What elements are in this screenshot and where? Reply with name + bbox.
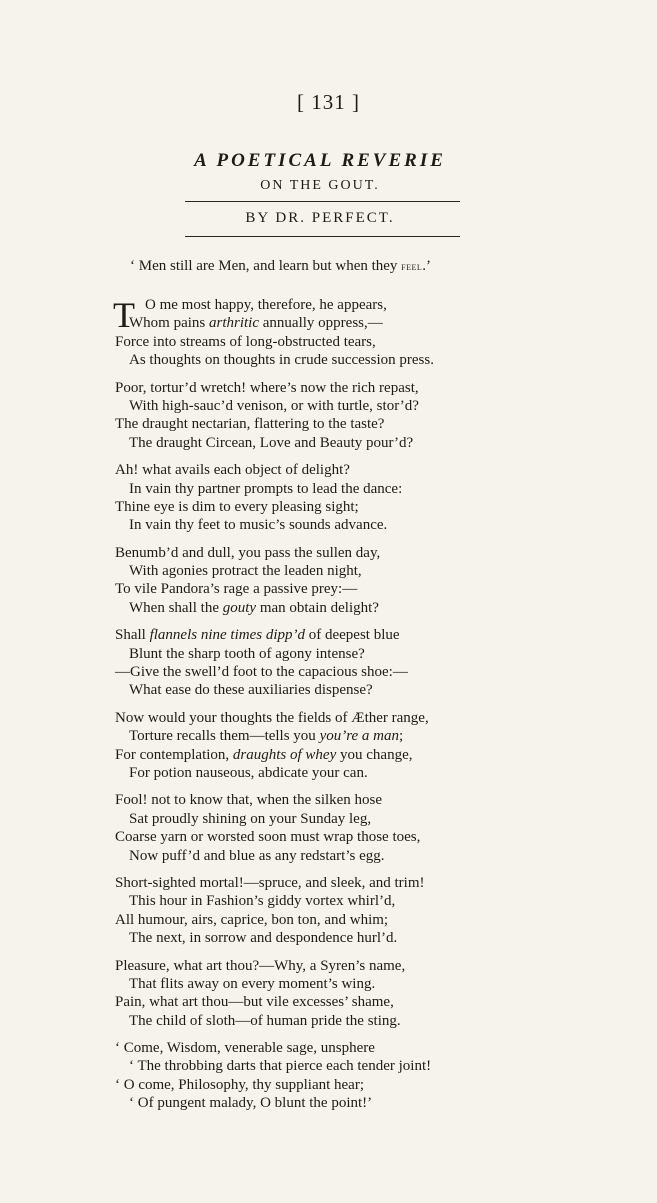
poem-line (115, 544, 635, 562)
stanza (115, 461, 635, 535)
poem-line (115, 746, 635, 764)
page-number: [ 131 ] (297, 90, 360, 114)
line-text: When shall the (129, 599, 223, 616)
italic-phrase: arthritic (209, 315, 260, 332)
stanza (115, 296, 635, 370)
poem-line (115, 480, 635, 498)
line-text: Pain, what art thou—but vile excesses’ shame, (115, 994, 394, 1011)
line-text: ‘ Come, Wisdom, venerable sage, unsphere (115, 1040, 375, 1057)
poem-line (115, 397, 635, 415)
title-rule (185, 201, 460, 202)
stanza (115, 709, 635, 783)
poem-line (115, 580, 635, 598)
line-text: man obtain delight? (256, 599, 379, 616)
line-text: Force into streams of long-obstructed tears, (115, 333, 376, 350)
poem-line (115, 791, 635, 809)
poem-line (115, 379, 635, 397)
poem-line (115, 1039, 635, 1057)
line-text: In vain thy feet to music’s sounds advance. (129, 517, 388, 534)
line-text: As thoughts on thoughts in crude succession press. (129, 352, 434, 369)
poem-line (115, 764, 635, 782)
poem-line (115, 351, 635, 369)
line-text: What ease do these auxiliaries dispense? (129, 682, 373, 699)
line-text: O me most happy, therefore, he appears, (145, 297, 387, 313)
poem-subtitle: ON THE GOUT. (260, 178, 380, 193)
line-text: Shall (115, 627, 150, 644)
line-text: This hour in Fashion’s giddy vortex whirl’d, (129, 893, 396, 910)
stanza (115, 874, 635, 948)
line-text: For contemplation, (115, 746, 233, 763)
stanza (115, 379, 635, 453)
line-text: With high-sauc’d venison, or with turtle, stor’d? (129, 397, 419, 414)
poem-body (115, 296, 635, 1122)
line-text: The next, in sorrow and despondence hurl’d. (129, 930, 398, 947)
poem-line (115, 957, 635, 975)
line-text: Sat proudly shining on your Sunday leg, (129, 810, 372, 827)
line-text: That flits away on every moment’s wing. (129, 975, 376, 992)
italic-phrase: flannels nine times dipp’d (149, 627, 305, 644)
line-text: With agonies protract the leaden night, (129, 563, 362, 580)
poem-line (115, 911, 635, 929)
line-text: ‘ O come, Philosophy, thy suppliant hear; (115, 1076, 364, 1093)
poem-line (115, 333, 635, 351)
poem-line (115, 993, 635, 1011)
line-text: ‘ The throbbing darts that pierce each tender joint! (129, 1058, 432, 1075)
poem-line (115, 1012, 635, 1030)
poem-line (115, 626, 635, 644)
byline-rule (185, 236, 460, 237)
line-text: Ah! what avails each object of delight? (115, 462, 350, 479)
line-text: Short-sighted mortal!—spruce, and sleek, and trim! (115, 874, 425, 891)
poem-line (115, 1076, 635, 1094)
poem-line (115, 828, 635, 846)
line-text: Now puff’d and blue as any redstart’s egg. (129, 847, 385, 864)
italic-phrase: draughts of whey (232, 746, 337, 763)
line-text: Fool! not to know that, when the silken hose (115, 792, 383, 809)
stanza (115, 1039, 635, 1113)
epigraph-end: .’ (422, 258, 432, 274)
poem-line (115, 727, 635, 745)
poem-title: A POETICAL REVERIE (194, 150, 446, 171)
line-text: The child of sloth—of human pride the sting. (129, 1012, 401, 1029)
poem-line (115, 415, 635, 433)
line-text: Poor, tortur’d wretch! where’s now the rich repast, (115, 379, 419, 396)
stanza (115, 791, 635, 865)
italic-phrase: gouty (222, 599, 257, 616)
line-text: Whom pains (129, 315, 209, 332)
line-text: Thine eye is dim to every pleasing sight; (115, 498, 359, 515)
epigraph (130, 258, 431, 275)
line-text: Coarse yarn or worsted soon must wrap those toes, (115, 829, 421, 846)
line-text: you change, (336, 746, 413, 763)
poem-line (115, 663, 635, 681)
poem-line (115, 562, 635, 580)
poem-line (115, 1094, 635, 1112)
poem-line (115, 1057, 635, 1075)
line-text: Benumb’d and dull, you pass the sullen day, (115, 544, 381, 561)
line-text: For potion nauseous, abdicate your can. (129, 764, 368, 781)
line-text: ‘ Of pungent malady, O blunt the point!’ (129, 1095, 373, 1112)
line-text: of deepest blue (305, 627, 400, 644)
line-text: To vile Pandora’s rage a passive prey:— (115, 581, 358, 598)
poem-line (115, 434, 635, 452)
line-text: All humour, airs, caprice, bon ton, and whim; (115, 911, 389, 928)
line-text: The draught Circean, Love and Beauty pour’d? (129, 434, 414, 451)
poem-line (115, 461, 635, 479)
poem-line (115, 874, 635, 892)
poem-line (115, 929, 635, 947)
stanza (115, 626, 635, 700)
poem-line (115, 516, 635, 534)
line-text: Torture recalls them—tells you (129, 728, 320, 745)
epigraph-text: ‘ Men still are Men, and learn but when they (130, 258, 402, 274)
stanza (115, 544, 635, 618)
line-text: ; (399, 728, 404, 745)
poem-line (115, 709, 635, 727)
epigraph-small-caps: feel (401, 259, 423, 273)
line-text: annually oppress,— (259, 315, 383, 332)
poem-line (115, 645, 635, 663)
poem-line (115, 681, 635, 699)
poem-line (115, 975, 635, 993)
poem-line (115, 810, 635, 828)
poem-line (115, 314, 635, 332)
line-text: Now would your thoughts the fields of Æther range, (115, 709, 429, 726)
drop-cap: T (113, 295, 135, 335)
stanza (115, 957, 635, 1031)
line-text: —Give the swell’d foot to the capacious shoe:— (115, 664, 408, 681)
line-text: Blunt the sharp tooth of agony intense? (129, 645, 365, 662)
line-text: The draught nectarian, flattering to the taste? (115, 416, 385, 433)
poem-line (115, 498, 635, 516)
poem-line (115, 599, 635, 617)
author-byline: BY DR. PERFECT. (245, 210, 395, 226)
italic-phrase: you’re a man (319, 728, 399, 745)
poem-line (115, 847, 635, 865)
line-text: Pleasure, what art thou?—Why, a Syren’s name, (115, 957, 406, 974)
poem-line (115, 892, 635, 910)
line-text: In vain thy partner prompts to lead the dance: (129, 480, 403, 497)
